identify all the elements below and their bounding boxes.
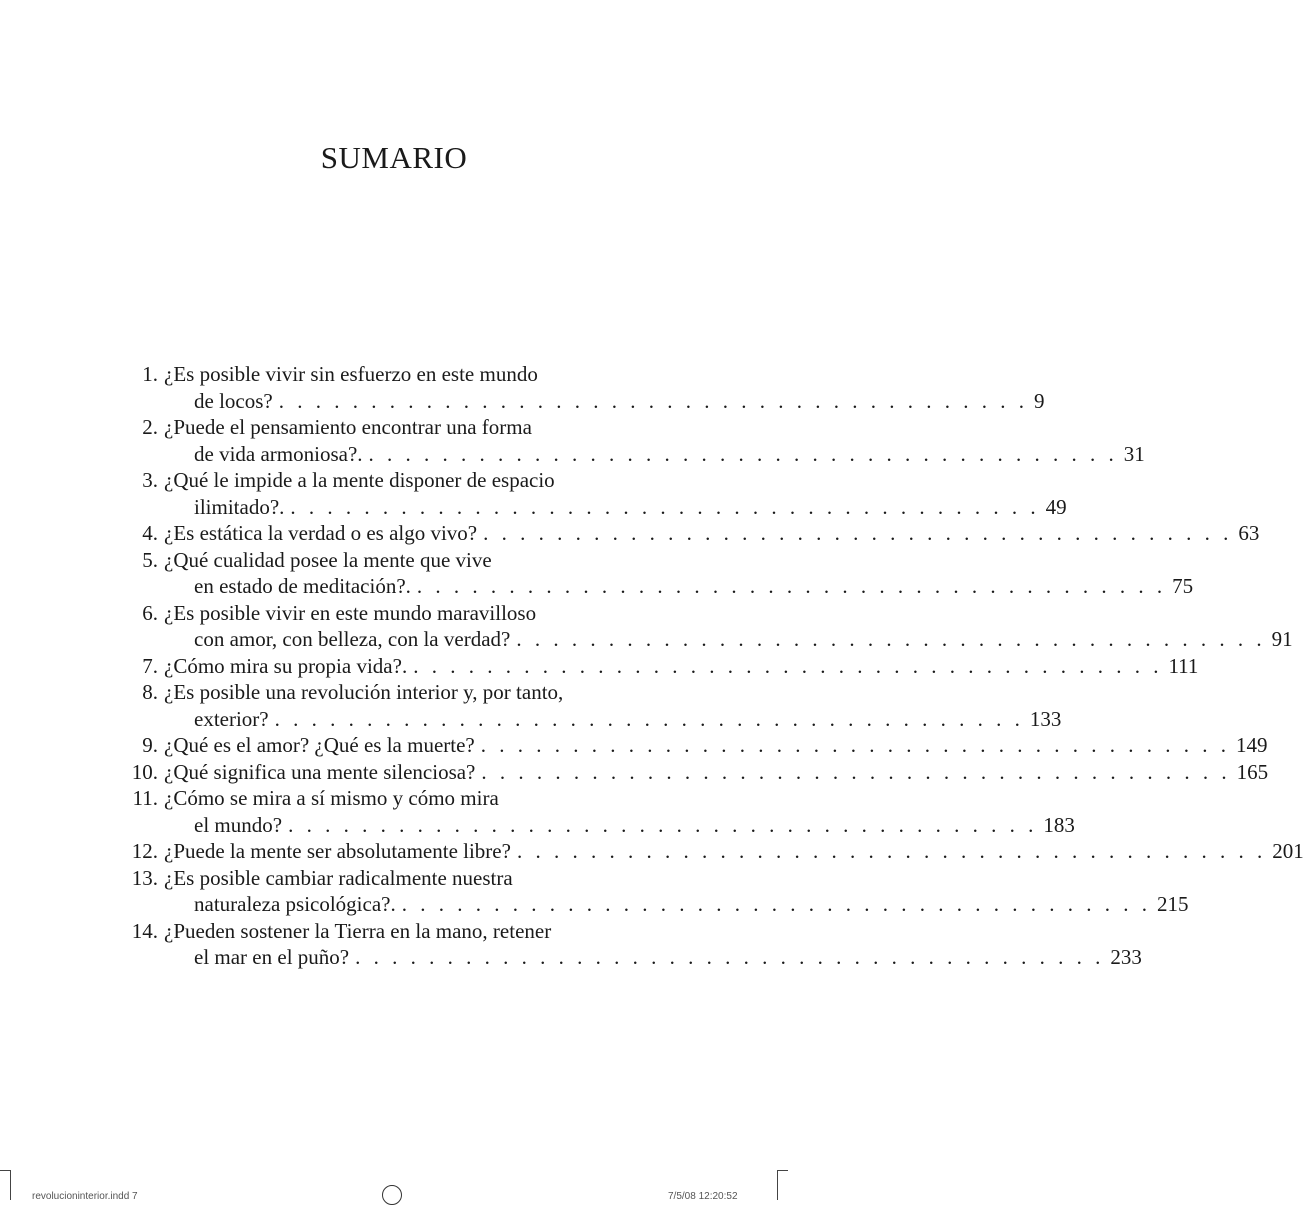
toc-title-line: de vida armoniosa?. [194,441,363,466]
toc-page-number: 31 [1123,441,1145,466]
crop-mark [777,1170,778,1200]
toc-entry-line [0,732,1268,759]
toc-number: 4. [142,521,158,545]
toc-title-line: de locos? [194,388,273,413]
dot-leader: . . . . . . . . . . . . . . . . . . . . . . . . . . . . . . . . . . . . . . . . . [401,892,1151,916]
toc-title-line: ¿Es estática la verdad o es algo vivo? [164,521,478,545]
toc-number: 5. [142,547,158,572]
toc-page-number: 233 [1110,945,1142,969]
toc-number: 11. [132,786,158,810]
crop-mark [0,1170,10,1171]
toc-title-line: exterior? [194,706,269,731]
page-title: SUMARIO [320,140,468,175]
toc-entry-line [0,679,788,706]
toc-entry-line [0,626,1293,653]
toc-page-number: 91 [1271,627,1293,651]
table-of-contents [0,361,1304,971]
dot-leader: . . . . . . . . . . . . . . . . . . . . . . . . . . . . . . . . . . . . . . . . . [413,653,1163,678]
toc-page-number: 165 [1236,759,1269,784]
toc-number: 8. [142,680,158,704]
toc-title-line: ¿Es posible cambiar radicalmente nuestra [164,865,513,890]
toc-title-line: ¿Qué significa una mente silenciosa? [164,759,476,784]
toc-entry-line [0,547,788,574]
dot-leader: . . . . . . . . . . . . . . . . . . . . . . . . . . . . . . . . . . . . . . . . . [355,945,1105,969]
toc-number: 6. [142,600,158,625]
dot-leader: . . . . . . . . . . . . . . . . . . . . . . . . . . . . . . . . . . . . . . . . . [416,574,1167,598]
toc-title-line: el mar en el puño? [194,945,350,969]
toc-entry-line [0,785,788,812]
toc-title-line: ¿Puede la mente ser absolutamente libre? [164,839,511,863]
toc-page-number: 9 [1033,388,1045,413]
toc-entry-line [0,414,788,441]
toc-title-line: en estado de meditación?. [194,574,411,598]
toc-title-line: ¿Es posible una revolución interior y, por tanto, [164,680,564,704]
toc-entry-line [0,361,788,388]
toc-page-number: 215 [1156,892,1189,916]
toc-entry-line [0,388,1045,415]
toc-entry-line [0,441,1145,468]
dot-leader: . . . . . . . . . . . . . . . . . . . . . . . . . . . . . . . . . . . . . . . . . [368,441,1118,466]
toc-entry-line [0,520,1260,547]
toc-title-line: ¿Qué le impide a la mente disponer de espacio [164,468,555,492]
footer-filename: revolucioninterior.indd 7 [32,1191,138,1202]
toc-title-line: naturaleza psicológica?. [194,892,396,916]
toc-entry-line [0,812,1075,839]
toc-entry-line [0,706,1062,733]
toc-number: 2. [142,415,158,439]
toc-number: 12. [131,839,158,863]
dot-leader: . . . . . . . . . . . . . . . . . . . . . . . . . . . . . . . . . . . . . . . . . [274,706,1024,731]
toc-title-line: ¿Cómo se mira a sí mismo y cómo mira [164,786,499,810]
crop-mark [778,1170,788,1171]
toc-title-line: ilimitado?. [194,494,285,519]
toc-number: 10. [131,759,158,784]
toc-number: 13. [131,865,158,890]
toc-page-number: 75 [1172,574,1194,598]
toc-entry-line [0,653,1199,680]
toc-entry-line [0,494,1067,521]
toc-page-number: 111 [1168,653,1199,678]
toc-entry-line [0,891,1189,918]
toc-number: 3. [142,468,158,492]
dot-leader: . . . . . . . . . . . . . . . . . . . . . . . . . . . . . . . . . . . . . . . . . [288,812,1038,837]
toc-number: 1. [142,362,158,386]
toc-title-line: el mundo? [194,812,283,837]
dot-leader: . . . . . . . . . . . . . . . . . . . . . . . . . . . . . . . . . . . . . . . . . [480,733,1231,757]
registration-mark-icon [382,1185,402,1205]
toc-number: 14. [131,918,158,943]
toc-page-number: 201 [1272,839,1304,863]
crop-mark [10,1170,11,1200]
toc-page-number: 149 [1236,733,1268,757]
toc-title-line: ¿Es posible vivir en este mundo maravilloso [164,600,537,625]
toc-entry-line [0,759,1269,786]
toc-title-line: ¿Es posible vivir sin esfuerzo en este mundo [164,362,538,386]
toc-entry-line [0,865,788,892]
dot-leader: . . . . . . . . . . . . . . . . . . . . . . . . . . . . . . . . . . . . . . . . . [516,839,1267,863]
toc-title-line: con amor, con belleza, con la verdad? [194,627,511,651]
toc-title-line: ¿Cómo mira su propia vida?. [164,653,408,678]
toc-entry-line [0,467,788,494]
toc-entry-line [0,600,788,627]
toc-page-number: 49 [1045,494,1067,519]
toc-entry-line [0,573,1194,600]
dot-leader: . . . . . . . . . . . . . . . . . . . . . . . . . . . . . . . . . . . . . . . . . [481,759,1231,784]
toc-title-line: ¿Puede el pensamiento encontrar una forma [164,415,532,439]
toc-page-number: 133 [1029,706,1062,731]
footer-timestamp: 7/5/08 12:20:52 [668,1191,738,1202]
toc-title-line: ¿Qué cualidad posee la mente que vive [164,547,492,572]
toc-entry-line [0,918,788,945]
toc-title-line: ¿Pueden sostener la Tierra en la mano, retener [164,918,552,943]
toc-page-number: 63 [1238,521,1260,545]
toc-page-number: 183 [1043,812,1075,837]
toc-entry-line [0,838,1304,865]
toc-entry-line [0,944,1142,971]
dot-leader: . . . . . . . . . . . . . . . . . . . . . . . . . . . . . . . . . . . . . . . . . [290,494,1040,519]
toc-number: 9. [142,733,158,757]
toc-number: 7. [142,653,158,678]
print-footer [0,1160,788,1200]
toc-title-line: ¿Qué es el amor? ¿Qué es la muerte? [164,733,475,757]
dot-leader: . . . . . . . . . . . . . . . . . . . . . . . . . . . . . . . . . . . . . . . . . [483,521,1233,545]
dot-leader: . . . . . . . . . . . . . . . . . . . . . . . . . . . . . . . . . . . . . . . . . [278,388,1028,413]
dot-leader: . . . . . . . . . . . . . . . . . . . . . . . . . . . . . . . . . . . . . . . . . [516,627,1266,651]
